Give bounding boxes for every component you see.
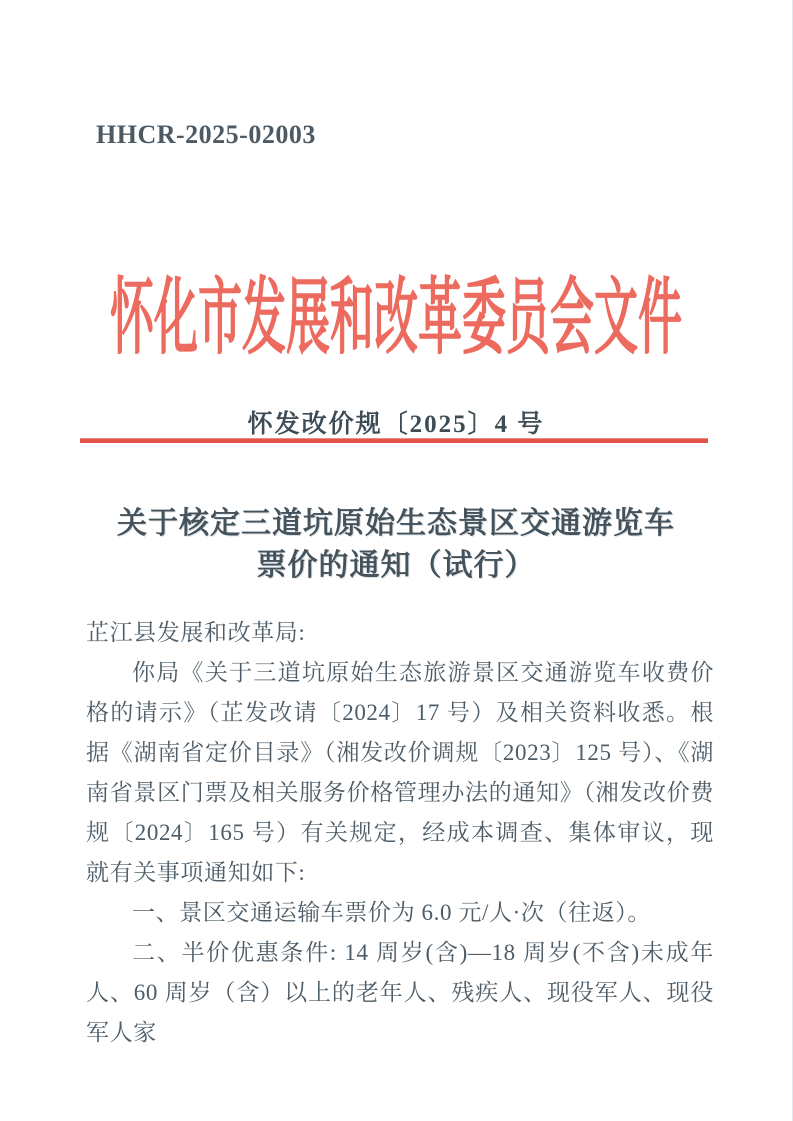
notice-title <box>50 503 742 587</box>
salutation: 芷江县发展和改革局: <box>86 620 306 645</box>
agency-banner-text: 怀化市发展和改革委员会文件 <box>110 272 682 366</box>
notice-body <box>86 613 714 1053</box>
notice-title-line2: 票价的通知（试行） <box>256 549 536 582</box>
paragraph-item-2: 二、半价优惠条件: 14 周岁(含)—18 周岁(不含)未成年人、60 周岁（含）以上的老年人、残疾人、现役军人、现役军人家 <box>86 940 714 1045</box>
paragraph-item-1: 一、景区交通运输车票价为 6.0 元/人·次（往返）。 <box>132 900 651 925</box>
document-code: HHCR-2025-02003 <box>96 120 316 149</box>
document-number: 怀发改价规〔2025〕4 号 <box>247 411 545 438</box>
paragraph-intro: 你局《关于三道坑原始生态旅游景区交通游览车收费价格的请示》（芷发改请〔2024〕17 号）及相关资料收悉。根据《湖南省定价目录》（湘发改价调规〔2023〕125 号）、《湖南省景区门票及相关服务价格管理办法的通知》（湘发改价费规〔2024〕165 号）有关规定，经成本调查、集体审议，现就有关事项通知如下: <box>86 660 714 885</box>
red-divider-rule <box>80 438 708 443</box>
notice-title-line1: 关于核定三道坑原始生态景区交通游览车 <box>117 507 675 540</box>
agency-banner <box>0 258 792 366</box>
